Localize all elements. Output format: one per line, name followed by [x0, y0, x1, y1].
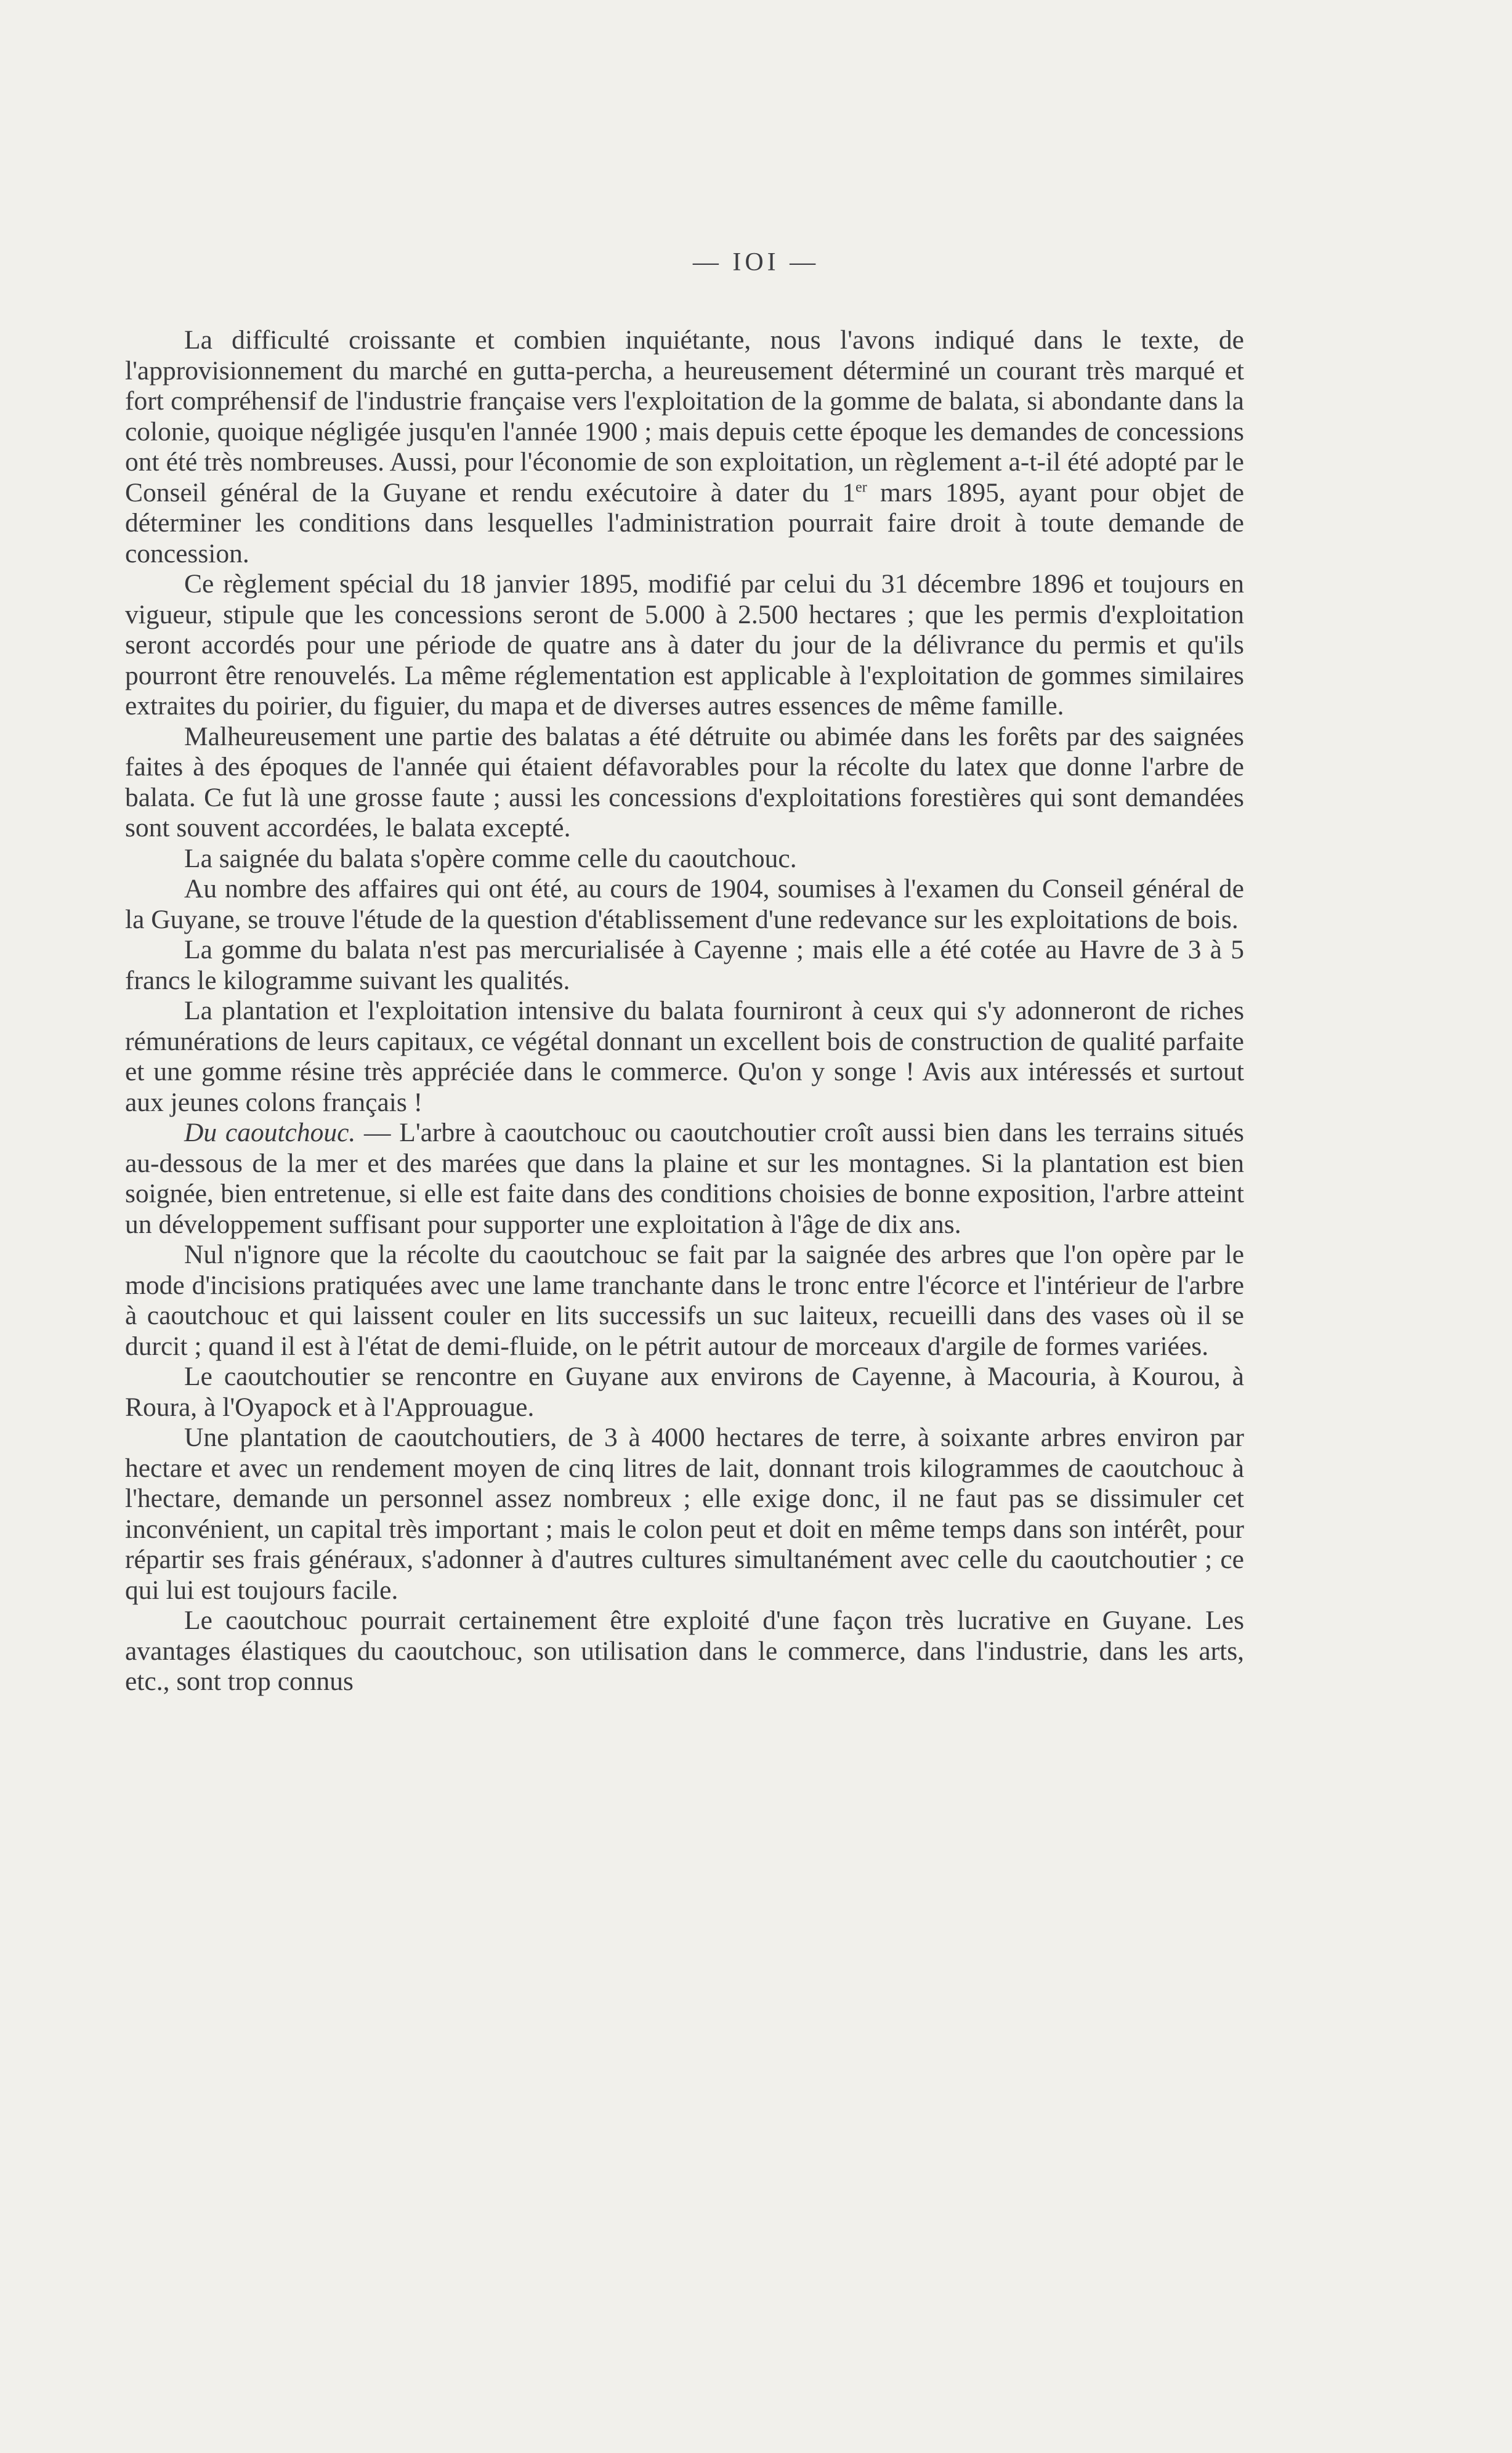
- body-text: [125, 325, 1244, 1697]
- paragraph-saignee-balata: La saignée du balata s'opère comme celle du caoutchouc.: [184, 843, 797, 873]
- paragraph-reglement: Ce règlement spécial du 18 janvier 1895, modifié par celui du 31 décembre 1896 et toujours en vigueur, stipule que les concessions seront de 5.000 à 2.500 hectares ; que les permis d'exploitation seront accordés pour une période de quatre ans à dater du jour de la délivrance du permis et qu'ils pourront être renouvelés. La même réglementation est applicable à l'exploitation de gommes similaires extraites du poirier, du figuier, du mapa et de diverses autres essences de même famille.: [125, 569, 1244, 721]
- superscript-er: er: [855, 479, 867, 495]
- paragraph-du-caoutchouc-text: — L'arbre à caoutchouc ou caoutchoutier croît aussi bien dans les terrains situés au-dessous de la mer et des marées que dans la plaine et sur les montagnes. Si la plantation est bien soignée, bien entretenue, si elle est faite dans des conditions choisies de bonne exposition, l'arbre atteint un développement suffisant pour supporter une exploitation à l'âge de dix ans.: [125, 1118, 1244, 1239]
- page-number: — IOI —: [692, 248, 820, 277]
- paragraph-conseil-general: Au nombre des affaires qui ont été, au cours de 1904, soumises à l'examen du Conseil général de la Guyane, se trouve l'étude de la question d'établissement d'une redevance sur les exploitations de bois.: [125, 874, 1244, 934]
- paragraph-plantation-caoutchoutiers: Une plantation de caoutchoutiers, de 3 à 4000 hectares de terre, à soixante arbres environ par hectare et avec un rendement moyen de cinq litres de lait, donnant trois kilogrammes de caoutchouc à l'hectare, demande un personnel assez nombreux ; elle exige donc, il ne faut pas se dissimuler cet inconvénient, un capital très important ; mais le colon peut et doit en même temps dans son intérêt, pour répartir ses frais généraux, s'adonner à d'autres cultures simultanément avec celle du caoutchoutier ; ce qui lui est toujours facile.: [125, 1423, 1244, 1605]
- paragraph-balata-intro: [125, 325, 1244, 569]
- section-title-caoutchouc: Du caoutchouc.: [184, 1118, 356, 1147]
- paragraph-balatas-detruites: Malheureusement une partie des balatas a été détruite ou abimée dans les forêts par des saignées faites à des époques de l'année qui étaient défavorables pour la récolte du latex que donne l'arbre de balata. Ce fut là une grosse faute ; aussi les concessions d'exploitations forestières qui sont demandées sont souvent accordées, le balata excepté.: [125, 721, 1244, 843]
- paragraph-localisation: Le caoutchoutier se rencontre en Guyane aux environs de Cayenne, à Macouria, à Kourou, à Roura, à l'Oyapock et à l'Approuague.: [125, 1362, 1244, 1422]
- paragraph-plantation-balata: La plantation et l'exploitation intensive du balata fourniront à ceux qui s'y adonneront de riches rémunérations de leurs capitaux, ce végétal donnant un excellent bois de construction de qualité parfaite et une gomme résine très appréciée dans le commerce. Qu'on y songe ! Avis aux intéressés et surtout aux jeunes colons français !: [125, 996, 1244, 1117]
- paragraph-du-caoutchouc: [125, 1118, 1244, 1240]
- paragraph-balata-intro-text-end: mars 1895, ayant pour objet de déterminer les conditions dans lesquelles l'administration pourrait faire droit à toute demande de concession.: [125, 477, 1244, 568]
- paragraph-recolte-caoutchouc: Nul n'ignore que la récolte du caoutchouc se fait par la saignée des arbres que l'on opère par le mode d'incisions pratiquées avec une lame tranchante dans le tronc entre l'écorce et l'intérieur de l'arbre à caoutchouc et qui laissent couler en lits successifs un suc laiteux, recueilli dans des vases où il se durcit ; quand il est à l'état de demi-fluide, on le pétrit autour de morceaux d'argile de formes variées.: [125, 1240, 1244, 1361]
- paragraph-exploitation-lucrative: Le caoutchouc pourrait certainement être exploité d'une façon très lucrative en Guyane. Les avantages élastiques du caoutchouc, son utilisation dans le commerce, dans l'industrie, dans les arts, etc., sont trop connus: [125, 1606, 1244, 1696]
- paragraph-cotation-havre: La gomme du balata n'est pas mercurialisée à Cayenne ; mais elle a été cotée au Havre de 3 à 5 francs le kilogramme suivant les qualités.: [125, 935, 1244, 995]
- paragraph-balata-intro-text: La difficulté croissante et combien inquiétante, nous l'avons indiqué dans le texte, de l'approvisionnement du marché en gutta-percha, a heureusement déterminé un courant très marqué et fort compréhensif de l'industrie française vers l'exploitation de la gomme de balata, si abondante dans la colonie, quoique négligée jusqu'en l'année 1900 ; mais depuis cette époque les demandes de concessions ont été très nombreuses. Aussi, pour l'économie de son exploitation, un règlement a-t-il été adopté par le Conseil général de la Guyane et rendu exécutoire à dater du 1: [125, 325, 1244, 507]
